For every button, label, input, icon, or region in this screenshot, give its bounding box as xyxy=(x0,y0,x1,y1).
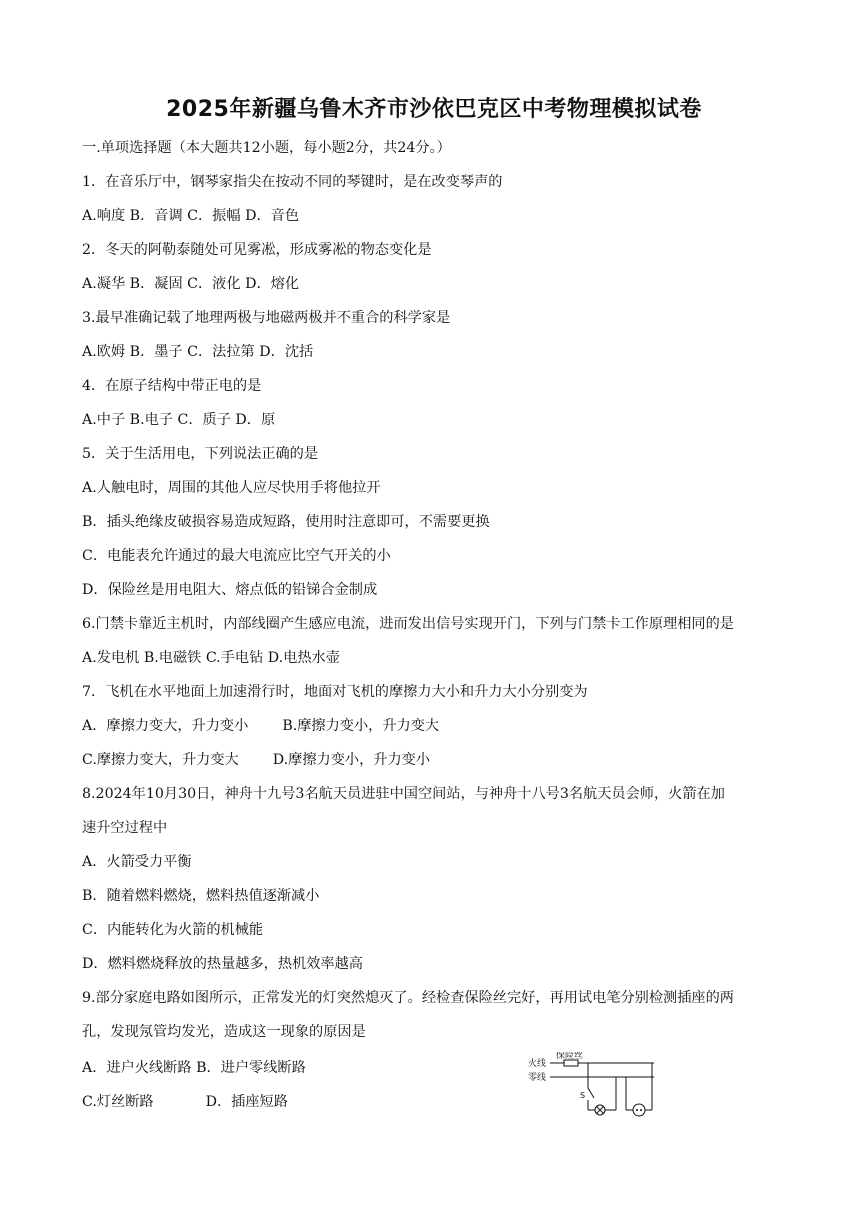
fuse-label: 保险丝 xyxy=(556,1052,584,1061)
question-7-option-b: B.摩擦力变小，升力变大 xyxy=(282,718,440,734)
question-5-option-b: B．插头绝缘皮破损容易造成短路，使用时注意即可，不需要更换 xyxy=(82,514,490,530)
question-1-options: A.响度 B．音调 C．振幅 D．音色 xyxy=(82,208,300,224)
question-8-stem-line2: 速升空过程中 xyxy=(82,820,168,836)
question-3-options: A.欧姆 B．墨子 C．法拉第 D．沈括 xyxy=(82,344,314,360)
question-5-option-d: D．保险丝是用电阻大、熔点低的铅锑合金制成 xyxy=(82,582,378,598)
question-8-option-a: A．火箭受力平衡 xyxy=(82,854,192,870)
question-9-option-d: D．插座短路 xyxy=(205,1094,288,1110)
question-7-option-c: C.摩擦力变大，升力变大 xyxy=(82,752,239,768)
question-4-stem: 4．在原子结构中带正电的是 xyxy=(82,378,262,394)
question-5-stem: 5．关于生活用电，下列说法正确的是 xyxy=(82,446,319,462)
socket-hole-left xyxy=(636,1109,638,1111)
switch-icon xyxy=(588,1088,594,1098)
socket-icon xyxy=(633,1104,645,1116)
section-heading: 一.单项选择题（本大题共12小题，每小题2分，共24分。） xyxy=(82,140,451,156)
question-9-stem-line1: 9.部分家庭电路如图所示，正常发光的灯突然熄灭了。经检查保险丝完好，再用试电笔分别检测插座的两 xyxy=(82,990,734,1006)
question-6-stem: 6.门禁卡靠近主机时，内部线圈产生感应电流，进而发出信号实现开门，下列与门禁卡工作原理相同的是 xyxy=(82,616,734,632)
question-9-options-ab: A．进户火线断路 B．进户零线断路 xyxy=(82,1060,306,1076)
household-circuit-diagram xyxy=(528,1052,660,1122)
question-9-stem-line2: 孔，发现氖管均发光，造成这一现象的原因是 xyxy=(82,1024,366,1040)
neutral-wire-label: 零线 xyxy=(528,1073,547,1083)
page-title: 2025年新疆乌鲁木齐市沙依巴克区中考物理模拟试卷 xyxy=(166,97,702,122)
switch-label: S xyxy=(580,1091,586,1100)
question-2-stem: 2．冬天的阿勒泰随处可见雾凇，形成雾凇的物态变化是 xyxy=(82,242,432,258)
question-7-stem: 7．飞机在水平地面上加速滑行时，地面对飞机的摩擦力大小和升力大小分别变为 xyxy=(82,684,588,700)
question-1-stem: 1．在音乐厅中，钢琴家指尖在按动不同的琴键时，是在改变琴声的 xyxy=(82,174,503,190)
question-9-option-c: C.灯丝断路 xyxy=(82,1094,154,1110)
live-wire-label: 火线 xyxy=(528,1059,547,1069)
question-5-option-c: C．电能表允许通过的最大电流应比空气开关的小 xyxy=(82,548,391,564)
question-5-option-a: A.人触电时，周围的其他人应尽快用手将他拉开 xyxy=(82,480,381,496)
question-8-stem-line1: 8.2024年10月30日，神舟十九号3名航天员进驻中国空间站，与神舟十八号3名航天员会师，火箭在加 xyxy=(82,786,725,802)
socket-hole-right xyxy=(640,1109,642,1111)
question-7-option-a: A．摩擦力变大，升力变小 xyxy=(82,718,249,734)
question-4-options: A.中子 B.电子 C．质子 D．原 xyxy=(82,412,276,428)
question-6-options: A.发电机 B.电磁铁 C.手电钻 D.电热水壶 xyxy=(82,650,340,666)
question-7-options-ab xyxy=(82,716,439,736)
question-3-stem: 3.最早准确记载了地理两极与地磁两极并不重合的科学家是 xyxy=(82,310,451,326)
question-8-option-d: D．燃料燃烧释放的热量越多，热机效率越高 xyxy=(82,956,363,972)
question-9-options-cd xyxy=(82,1092,288,1112)
question-2-options: A.凝华 B．凝固 C．液化 D．熔化 xyxy=(82,276,300,292)
question-7-options-cd xyxy=(82,750,430,770)
question-7-option-d: D.摩擦力变小，升力变小 xyxy=(272,752,431,768)
question-8-option-c: C．内能转化为火箭的机械能 xyxy=(82,922,264,938)
question-8-option-b: B．随着燃料燃烧，燃料热值逐渐减小 xyxy=(82,888,320,904)
